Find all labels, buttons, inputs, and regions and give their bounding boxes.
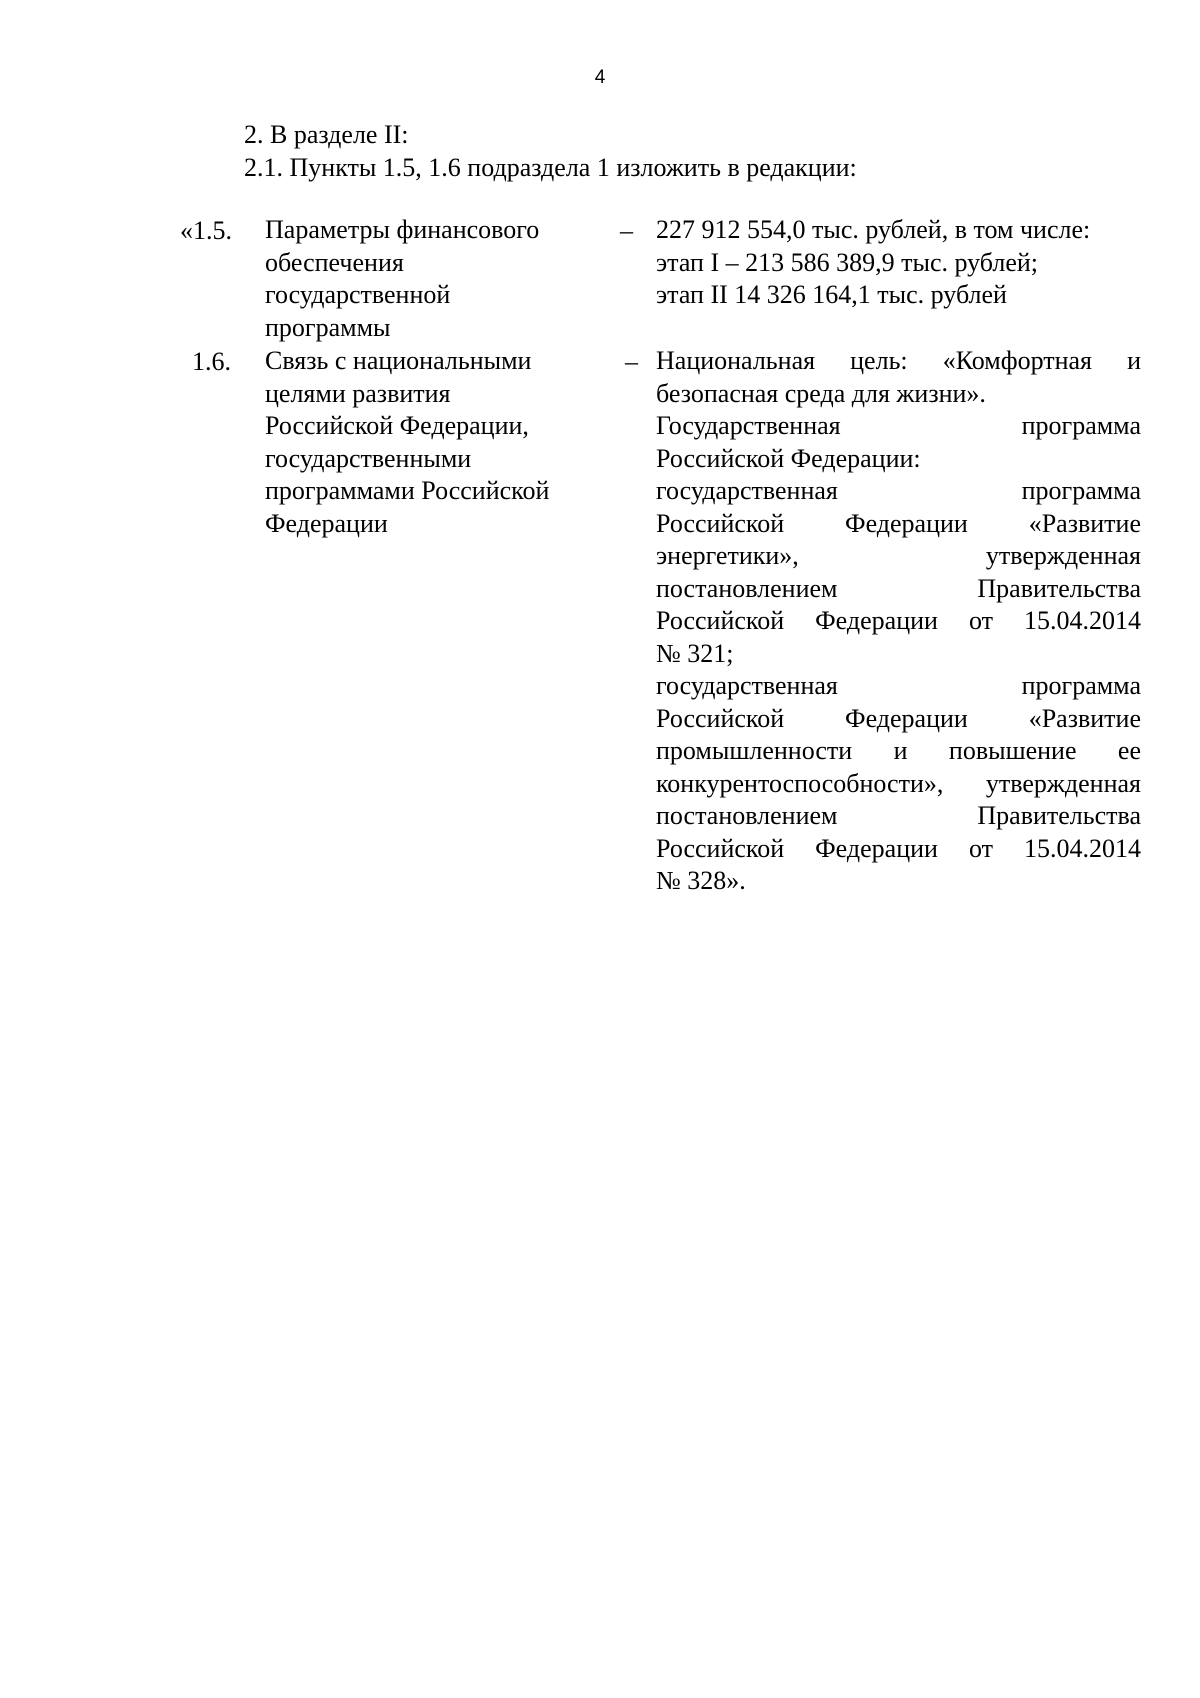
label-line: Параметры финансового	[265, 215, 540, 244]
value-word: от	[968, 833, 993, 863]
value-word: ее	[1117, 736, 1141, 765]
value-word: постановлением	[656, 573, 838, 603]
label-line: обеспечения	[265, 247, 404, 277]
item-number: 1.6.	[192, 347, 231, 376]
value-line: Российской Федерации:	[656, 443, 921, 473]
value-word: утвержденная	[985, 768, 1141, 798]
label-line: программами Российской	[265, 476, 550, 505]
value-word: Государственная	[656, 411, 841, 440]
value-line: этап II 14 326 164,1 тыс. рублей	[656, 280, 1007, 309]
label-line: Российской Федерации,	[265, 411, 529, 440]
label-line: целями развития	[265, 378, 451, 408]
item-value	[656, 214, 1141, 312]
value-word: государственная	[656, 671, 838, 700]
value-word: и	[893, 736, 908, 765]
item-label	[265, 345, 595, 540]
value-word: 15.04.2014	[1023, 833, 1141, 863]
value-word: 15.04.2014	[1023, 606, 1141, 635]
value-line: 227 912 554,0 тыс. рублей, в том числе:	[656, 215, 1091, 244]
value-word: постановлением	[656, 801, 838, 830]
item-number: «1.5.	[180, 216, 232, 245]
value-word: программа	[1021, 411, 1141, 440]
value-word: Федерации	[845, 703, 968, 733]
value-line	[656, 475, 1141, 508]
separator-dash: –	[620, 216, 633, 245]
value-word: «Развитие	[1028, 703, 1141, 733]
value-word: Правительства	[977, 573, 1141, 603]
value-line	[656, 768, 1141, 801]
value-word: Федерации	[815, 606, 938, 635]
value-word: Правительства	[977, 801, 1141, 830]
value-word: и	[1127, 346, 1141, 375]
label-line: государственными	[265, 443, 472, 473]
value-word: Национальная	[656, 346, 816, 375]
value-line	[656, 670, 1141, 703]
value-word: Российской	[656, 508, 785, 538]
value-word: конкурентоспособности»,	[656, 768, 944, 798]
amendment-instruction: 2.1. Пункты 1.5, 1.6 подраздела 1 изложить в редакции:	[244, 153, 857, 182]
item-label	[265, 214, 595, 344]
value-word: Российской	[656, 703, 785, 733]
value-line	[656, 345, 1141, 378]
value-word: Федерации	[845, 508, 968, 538]
value-word: утвержденная	[985, 541, 1141, 570]
value-line	[656, 605, 1141, 638]
page-number: 4	[594, 67, 606, 88]
value-line	[656, 800, 1141, 833]
value-line: № 321;	[656, 638, 734, 668]
value-line	[656, 540, 1141, 573]
value-line: № 328».	[656, 866, 746, 895]
separator-dash: –	[625, 347, 638, 376]
value-line	[656, 508, 1141, 541]
value-word: повышение	[948, 736, 1077, 765]
value-line	[656, 703, 1141, 736]
label-line: Связь с национальными	[265, 346, 532, 375]
value-word: энергетики»,	[656, 541, 799, 570]
value-word: от	[968, 606, 993, 635]
item-value	[656, 345, 1141, 898]
value-word: Российской	[656, 606, 785, 635]
value-line	[656, 833, 1141, 866]
section-heading: 2. В разделе II:	[244, 120, 409, 149]
value-word: Федерации	[815, 833, 938, 863]
value-line	[656, 735, 1141, 768]
intro-text	[244, 118, 857, 184]
label-line: Федерации	[265, 508, 388, 538]
value-word: «Комфортная	[942, 346, 1093, 375]
value-line: безопасная среда для жизни».	[656, 378, 986, 408]
value-word: цель:	[850, 346, 908, 375]
value-word: государственная	[656, 476, 838, 505]
value-word: промышленности	[656, 736, 853, 765]
value-line	[656, 410, 1141, 443]
value-word: программа	[1021, 671, 1141, 700]
value-word: программа	[1021, 476, 1141, 505]
value-word: Российской	[656, 833, 785, 863]
value-line	[656, 573, 1141, 606]
label-line: государственной	[265, 280, 451, 309]
value-word: «Развитие	[1028, 508, 1141, 538]
label-line: программы	[265, 312, 391, 342]
value-line: этап I – 213 586 389,9 тыс. рублей;	[656, 247, 1039, 277]
